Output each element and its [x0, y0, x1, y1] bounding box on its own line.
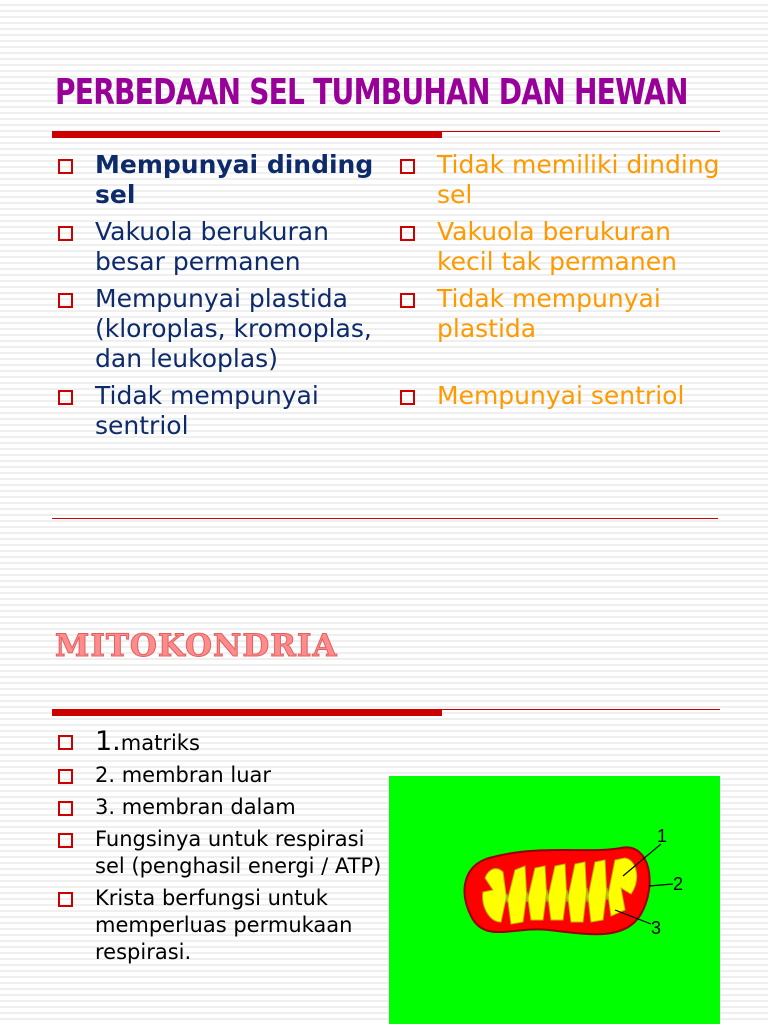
- mitochondria-illustration: [389, 776, 720, 1024]
- list-item-text: Tidak mempunyai plastida: [437, 284, 661, 343]
- square-bullet-icon: [400, 293, 415, 308]
- list-item-text: Mempunyai plastida (kloroplas, kromoplas, dan leukoplas): [95, 284, 372, 373]
- square-bullet-icon: [58, 833, 73, 848]
- list-item: [53, 284, 383, 374]
- list-item: [395, 284, 735, 344]
- list-item-text: Fungsinya untuk respirasi sel (penghasil energi / ATP): [95, 827, 382, 878]
- list-item-text: Mempunyai dinding sel: [95, 150, 374, 209]
- list-item-text: Vakuola berukuran besar permanen: [95, 217, 329, 276]
- square-bullet-icon: [58, 735, 73, 750]
- animal-cell-list: [395, 150, 735, 418]
- title-underline-thin: [442, 131, 720, 132]
- list-item-text: Krista berfungsi untuk memperluas permukaan respirasi.: [95, 886, 353, 964]
- square-bullet-icon: [58, 801, 73, 816]
- list-item: [53, 217, 383, 277]
- square-bullet-icon: [400, 226, 415, 241]
- label-line-2: [649, 884, 673, 886]
- slide-title: PERBEDAAN SEL TUMBUHAN DAN HEWAN: [55, 72, 688, 113]
- plant-cell-list: [53, 150, 383, 448]
- square-bullet-icon: [58, 159, 73, 174]
- square-bullet-icon: [400, 159, 415, 174]
- list-item: [53, 150, 383, 210]
- list-item-number: 1.: [95, 726, 121, 757]
- title-underline-thick: [52, 131, 442, 138]
- list-item-text: Mempunyai sentriol: [437, 381, 685, 410]
- square-bullet-icon: [58, 892, 73, 907]
- label-matrix: 1: [657, 826, 668, 846]
- mitochondria-list: [53, 728, 383, 971]
- list-item-text: 2. membran luar: [95, 763, 272, 787]
- list-item: [395, 217, 735, 277]
- title-underline-thin: [442, 709, 720, 710]
- label-inner-membrane: 3: [651, 918, 662, 938]
- label-outer-membrane: 2: [673, 874, 684, 894]
- list-item: [53, 381, 383, 441]
- list-item-text: Vakuola berukuran kecil tak permanen: [437, 217, 677, 276]
- list-item: [53, 885, 383, 966]
- list-item: [53, 728, 383, 757]
- list-item: [395, 381, 735, 411]
- slide-divider: [52, 518, 718, 519]
- title-underline-thick: [52, 709, 442, 716]
- list-item-text: matriks: [120, 731, 200, 755]
- square-bullet-icon: [58, 293, 73, 308]
- mitochondria-title: MITOKONDRIA: [55, 628, 338, 664]
- list-item-text: 3. membran dalam: [95, 795, 296, 819]
- list-item: [53, 826, 383, 880]
- list-item: [395, 150, 735, 210]
- square-bullet-icon: [58, 226, 73, 241]
- list-item-text: Tidak memiliki dinding sel: [437, 150, 720, 209]
- square-bullet-icon: [58, 769, 73, 784]
- list-item: [53, 794, 383, 821]
- list-item: [53, 762, 383, 789]
- square-bullet-icon: [58, 390, 73, 405]
- mitochondria-diagram: [389, 776, 720, 1024]
- list-item-text: Tidak mempunyai sentriol: [95, 381, 319, 440]
- square-bullet-icon: [400, 390, 415, 405]
